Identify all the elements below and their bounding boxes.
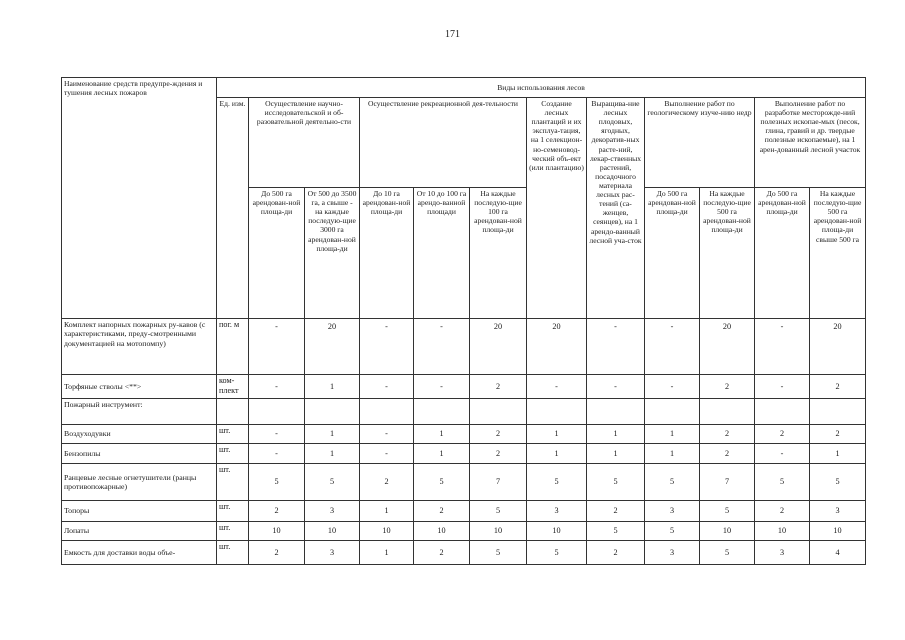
row-value: 3 [527, 501, 587, 522]
row-value: 2 [414, 541, 470, 565]
row-unit [217, 399, 249, 425]
row-value: 10 [700, 522, 755, 541]
row-value: 5 [527, 541, 587, 565]
header-name-cell: Наименование средств предупре-ждения и тушения лесных пожаров [62, 78, 217, 319]
row-value: 7 [700, 464, 755, 501]
row-name: Бензопилы [62, 444, 217, 464]
row-value: - [587, 375, 645, 399]
row-value: 2 [470, 375, 527, 399]
row-value: 5 [414, 464, 470, 501]
row-value [645, 399, 700, 425]
row-value: 10 [810, 522, 866, 541]
fire-equipment-table [61, 77, 866, 565]
row-value [755, 399, 810, 425]
row-value: 3 [645, 501, 700, 522]
row-value: 2 [414, 501, 470, 522]
row-name: Воздуходувки [62, 425, 217, 444]
row-value: 5 [587, 522, 645, 541]
header-sub-col: От 10 до 100 га арендо-ванной площади [414, 188, 470, 319]
row-value: 2 [249, 541, 305, 565]
header-sub-col: До 500 га арендован-ной площа-ди [755, 188, 810, 319]
row-value: 20 [470, 319, 527, 375]
row-value: 1 [645, 425, 700, 444]
row-unit: шт. [217, 541, 249, 565]
header-sub-col: На каждые последую-щие 500 га арендован-ной площа-ди [700, 188, 755, 319]
row-value: 1 [414, 425, 470, 444]
row-value: 3 [305, 541, 360, 565]
row-value: - [249, 425, 305, 444]
row-unit: пог. м [217, 319, 249, 375]
row-value: 2 [470, 425, 527, 444]
row-value: 10 [305, 522, 360, 541]
row-value: - [249, 375, 305, 399]
row-value: 5 [587, 464, 645, 501]
header-sub-col: До 10 га арендован-ной площа-ди [360, 188, 414, 319]
row-value: - [755, 444, 810, 464]
row-unit: шт. [217, 501, 249, 522]
row-value: 20 [810, 319, 866, 375]
row-value: - [755, 319, 810, 375]
row-value: 5 [527, 464, 587, 501]
row-value [305, 399, 360, 425]
row-value: 2 [587, 541, 645, 565]
row-value: 2 [700, 375, 755, 399]
table-row [62, 522, 866, 541]
table-row [62, 444, 866, 464]
row-value: - [249, 444, 305, 464]
row-value: 1 [645, 444, 700, 464]
row-value: - [360, 444, 414, 464]
row-name: Торфяные стволы <**> [62, 375, 217, 399]
row-value: 10 [470, 522, 527, 541]
table-row [62, 464, 866, 501]
row-value: - [587, 319, 645, 375]
row-name: Комплект напорных пожарных ру-кавов (с характеристиками, преду-смотренными документацией на мотопомпу) [62, 319, 217, 375]
table-row [62, 541, 866, 565]
page-number: 171 [445, 29, 460, 40]
row-value: 2 [700, 444, 755, 464]
header-sub-col: До 500 га арендован-ной площа-ди [249, 188, 305, 319]
row-value: 1 [360, 541, 414, 565]
header-group-geology: Выполнение работ по геологическому изуче-нию недр [645, 98, 755, 188]
row-value: 5 [470, 501, 527, 522]
row-value: 20 [700, 319, 755, 375]
row-value [414, 399, 470, 425]
row-value: 1 [587, 425, 645, 444]
row-value [249, 399, 305, 425]
row-value: 10 [360, 522, 414, 541]
header-group-plantations: Создание лесных плантаций и их эксплуа-тация, на 1 селекцион-но-семеновод-ческий объ-ект (или плантацию) [527, 98, 587, 319]
table-row [62, 319, 866, 375]
row-value: 1 [305, 425, 360, 444]
row-value: 10 [249, 522, 305, 541]
row-value: 1 [414, 444, 470, 464]
header-group-mining: Выполнение работ по разработке месторожде-ний полезных ископае-мых (песок, глина, гравий и др. твердые полезные ископаемые), на 1 арен-дованный лесной участок [755, 98, 866, 188]
row-value: 3 [645, 541, 700, 565]
row-unit: шт. [217, 444, 249, 464]
row-value: 5 [305, 464, 360, 501]
row-value: 10 [527, 522, 587, 541]
row-unit: шт. [217, 464, 249, 501]
row-value: 1 [360, 501, 414, 522]
header-group-recreation: Осуществление рекреационной дея-тельности [360, 98, 527, 188]
row-value [470, 399, 527, 425]
row-name: Лопаты [62, 522, 217, 541]
row-value: 5 [470, 541, 527, 565]
row-value: 2 [700, 425, 755, 444]
row-value: - [755, 375, 810, 399]
row-value: 5 [645, 522, 700, 541]
row-value: 1 [587, 444, 645, 464]
table-row [62, 501, 866, 522]
header-group-cultivation: Выращива-ние лесных плодовых, ягодных, декоратив-ных расте-ний, лекар-ственных растений, посадочного материала лесных рас-тений (са-женцев, сеянцев), на 1 арендо-ванный лесной уча-сток [587, 98, 645, 319]
row-value: 1 [305, 375, 360, 399]
row-value: - [414, 319, 470, 375]
table-row [62, 399, 866, 425]
row-value: - [645, 375, 700, 399]
row-value [527, 399, 587, 425]
row-unit: ком-плект [217, 375, 249, 399]
row-value [587, 399, 645, 425]
row-value: 10 [755, 522, 810, 541]
row-name: Топоры [62, 501, 217, 522]
row-value: 5 [810, 464, 866, 501]
row-value: - [414, 375, 470, 399]
header-sub-col: От 500 до 3500 га, а свыше - на каждые последую-щие 3000 га арендован-ной площа-ди [305, 188, 360, 319]
row-value: 4 [810, 541, 866, 565]
row-value: - [645, 319, 700, 375]
row-value: 5 [700, 501, 755, 522]
row-value: - [527, 375, 587, 399]
row-value: 5 [249, 464, 305, 501]
row-value: 2 [587, 501, 645, 522]
row-value: - [249, 319, 305, 375]
header-sub-col: До 500 га арендован-ной площа-ди [645, 188, 700, 319]
row-value [810, 399, 866, 425]
row-value: 5 [645, 464, 700, 501]
table-row [62, 425, 866, 444]
row-value: 2 [810, 425, 866, 444]
row-name: Пожарный инструмент: [62, 399, 217, 425]
row-value: 5 [700, 541, 755, 565]
row-value: 1 [305, 444, 360, 464]
row-name: Емкость для доставки воды объе- [62, 541, 217, 565]
row-value: - [360, 425, 414, 444]
header-group-title: Виды использования лесов [217, 78, 866, 98]
row-value: 2 [249, 501, 305, 522]
row-value: 7 [470, 464, 527, 501]
row-value: 2 [360, 464, 414, 501]
row-unit: шт. [217, 522, 249, 541]
row-value [360, 399, 414, 425]
header-unit-cell: Ед. изм. [217, 98, 249, 319]
row-value: 3 [810, 501, 866, 522]
row-value: 3 [305, 501, 360, 522]
row-value: 10 [414, 522, 470, 541]
row-value: 3 [755, 541, 810, 565]
header-group-research: Осуществление научно-исследовательской и об-разовательной деятельно-сти [249, 98, 360, 188]
row-value: 20 [305, 319, 360, 375]
row-value: 1 [527, 425, 587, 444]
row-value: 1 [527, 444, 587, 464]
row-value [700, 399, 755, 425]
row-value: - [360, 319, 414, 375]
row-value: 1 [810, 444, 866, 464]
row-value: 2 [755, 501, 810, 522]
row-value: 2 [470, 444, 527, 464]
row-unit: шт. [217, 425, 249, 444]
table-row [62, 375, 866, 399]
row-value: 20 [527, 319, 587, 375]
row-value: - [360, 375, 414, 399]
row-value: 5 [755, 464, 810, 501]
header-sub-col: На каждые последую-щие 500 га арендован-ной площа-ди свыше 500 га [810, 188, 866, 319]
row-value: 2 [755, 425, 810, 444]
row-name: Ранцевые лесные огнетушители (ранцы противопожарные) [62, 464, 217, 501]
header-sub-col: На каждые последую-щие 100 га арендован-ной площа-ди [470, 188, 527, 319]
row-value: 2 [810, 375, 866, 399]
